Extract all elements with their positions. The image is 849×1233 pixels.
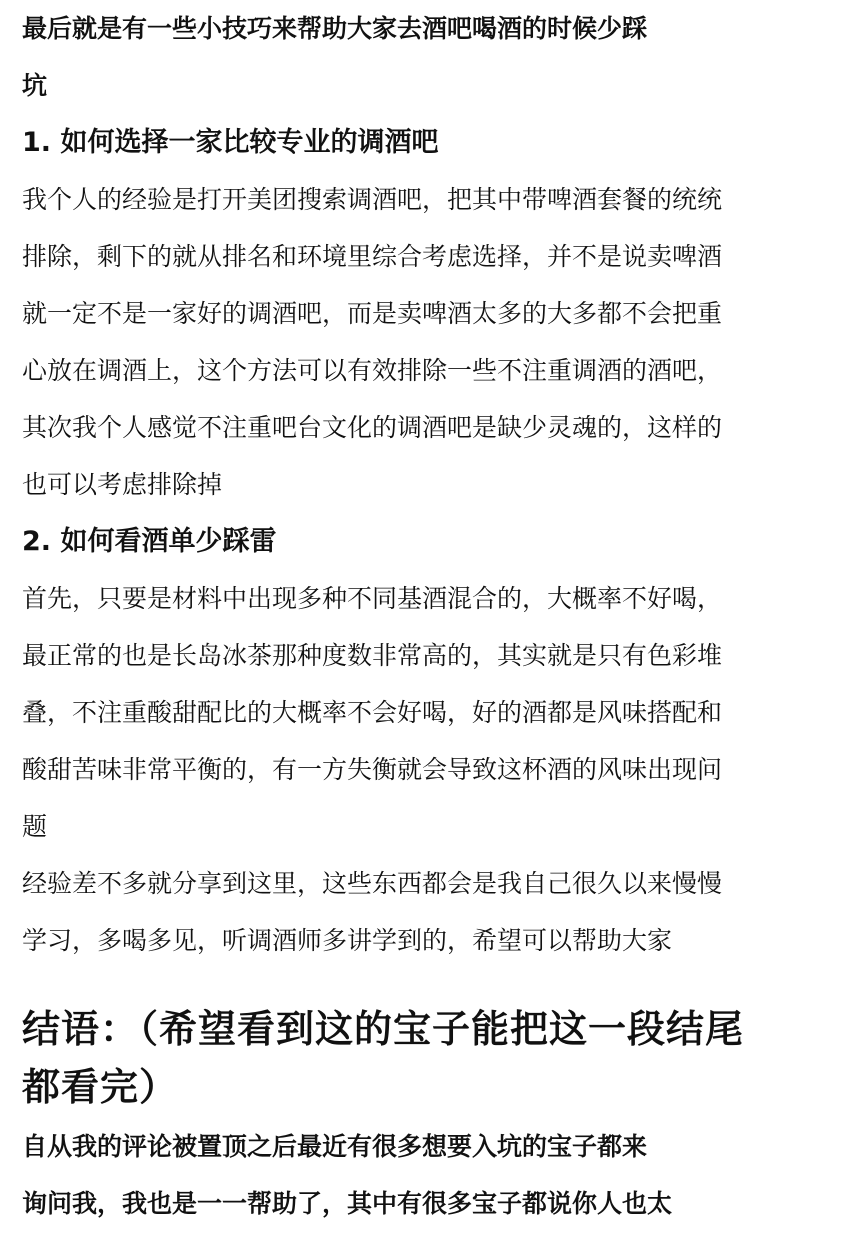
section-1-heading: 1. 如何选择一家比较专业的调酒吧 — [22, 127, 439, 158]
section-2-line: 经验差不多就分享到这里，这些东西都会是我自己很久以来慢慢 — [22, 869, 723, 898]
section-2-line: 学习，多喝多见，听调酒师多讲学到的，希望可以帮助大家 — [22, 926, 673, 955]
section-1-line: 也可以考虑排除掉 — [22, 470, 223, 499]
section-2-heading: 2. 如何看酒单少踩雷 — [22, 526, 277, 557]
conclusion-title-line-1: 结语：（希望看到这的宝子能把这一段结尾 — [22, 1007, 745, 1051]
conclusion-line: 询问我，我也是一一帮助了，其中有很多宝子都说你人也太 — [22, 1189, 673, 1218]
conclusion-title — [22, 1000, 822, 1116]
section-1-line: 就一定不是一家好的调酒吧，而是卖啤酒太多的大多都不会把重 — [22, 299, 723, 328]
conclusion-body — [22, 1118, 822, 1232]
conclusion-title-line-2: 都看完） — [22, 1065, 179, 1109]
section-1-line: 其次我个人感觉不注重吧台文化的调酒吧是缺少灵魂的，这样的 — [22, 413, 723, 442]
intro-line-1: 最后就是有一些小技巧来帮助大家去酒吧喝酒的时候少踩 — [22, 14, 648, 43]
section-2-line: 首先，只要是材料中出现多种不同基酒混合的，大概率不好喝， — [22, 584, 723, 613]
section-1-line: 排除，剩下的就从排名和环境里综合考虑选择，并不是说卖啤酒 — [22, 242, 723, 271]
section-2-line: 最正常的也是长岛冰茶那种度数非常高的，其实就是只有色彩堆 — [22, 641, 723, 670]
intro-line-2: 坑 — [22, 71, 48, 100]
article-body — [22, 0, 822, 969]
section-1-line: 心放在调酒上，这个方法可以有效排除一些不注重调酒的酒吧， — [22, 356, 723, 385]
section-2-line: 叠，不注重酸甜配比的大概率不会好喝，好的酒都是风味搭配和 — [22, 698, 723, 727]
section-2-line: 酸甜苦味非常平衡的，有一方失衡就会导致这杯酒的风味出现问 — [22, 755, 723, 784]
section-1-line: 我个人的经验是打开美团搜索调酒吧，把其中带啤酒套餐的统统 — [22, 185, 723, 214]
section-2-line: 题 — [22, 812, 48, 841]
conclusion-line: 自从我的评论被置顶之后最近有很多想要入坑的宝子都来 — [22, 1132, 648, 1161]
